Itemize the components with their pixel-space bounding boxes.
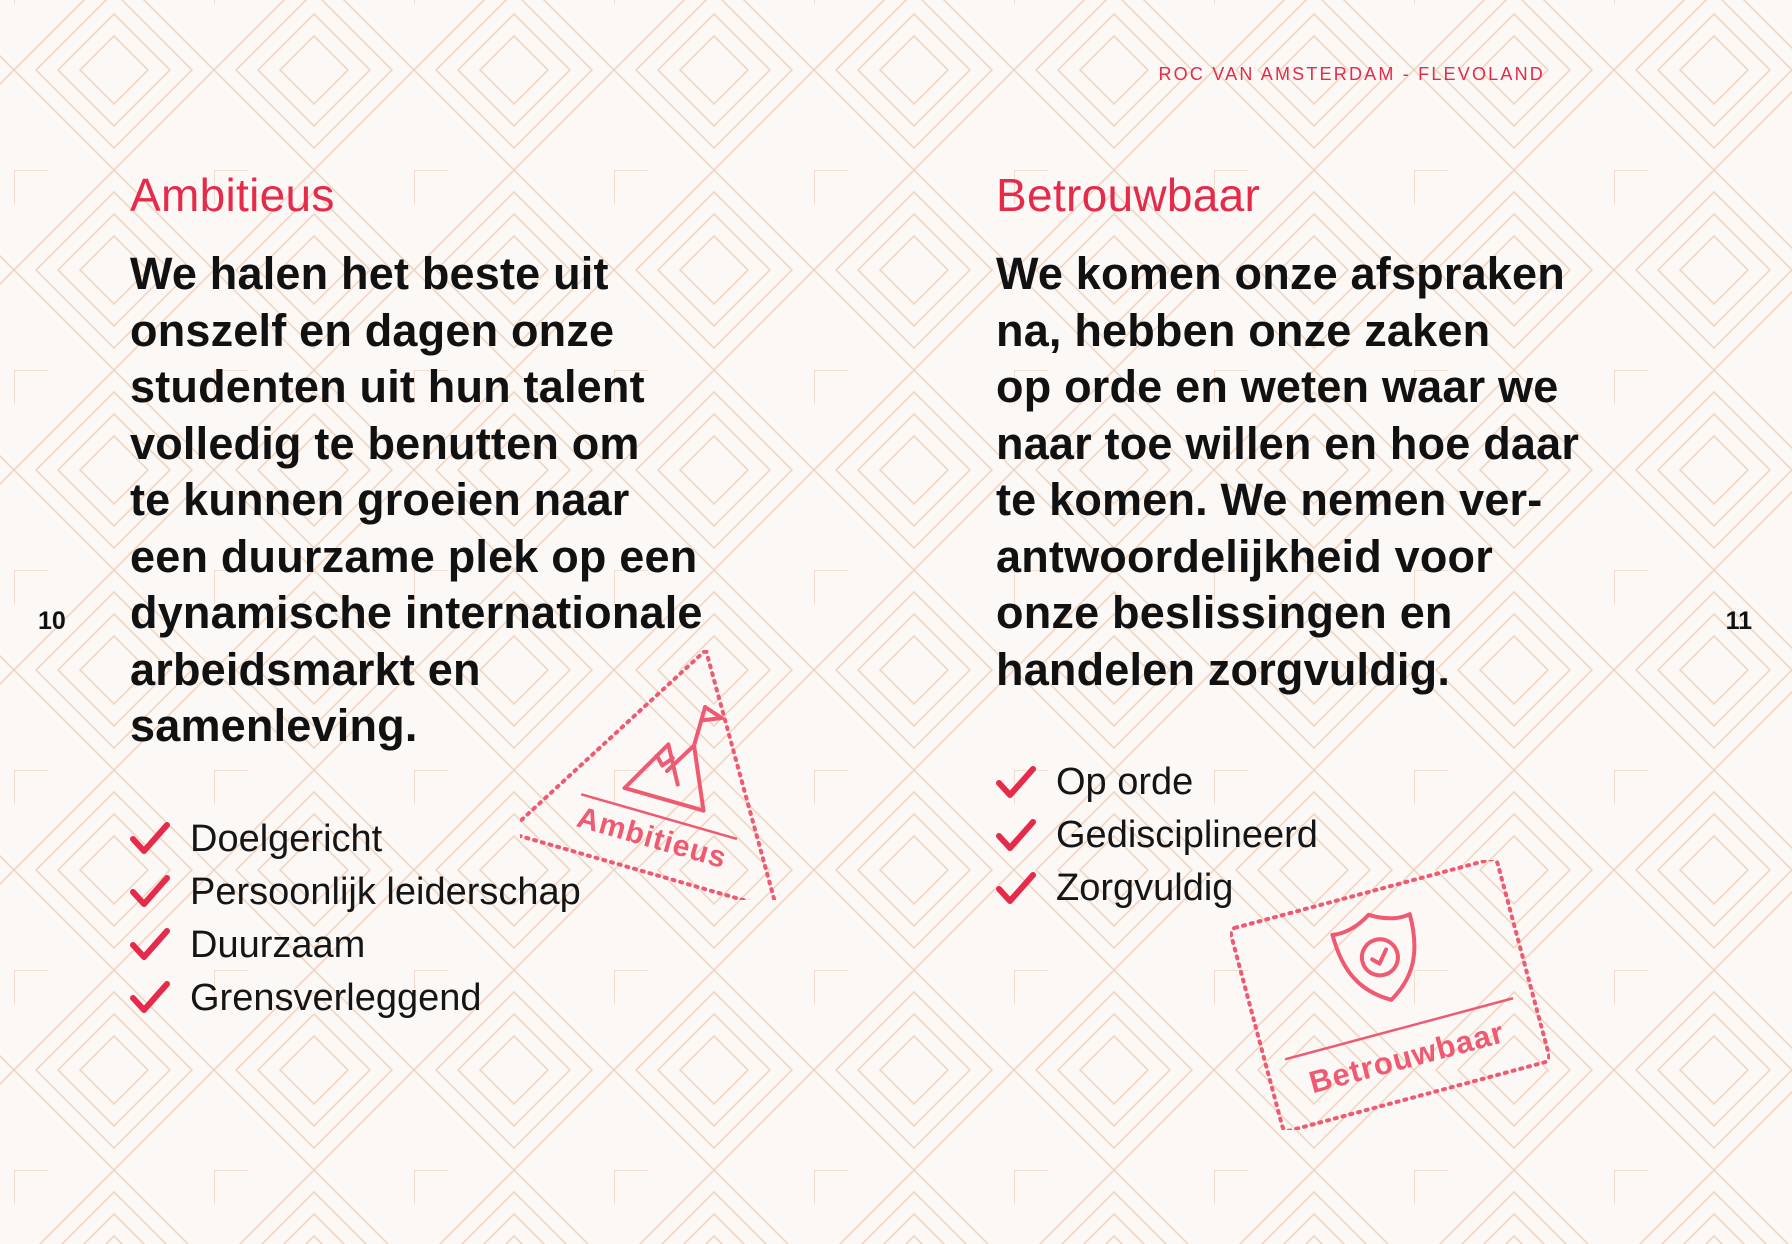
statement-line: volledig te benutten om xyxy=(130,417,640,469)
statement-line: naar toe willen en hoe daar xyxy=(996,417,1580,469)
checkmark-icon xyxy=(130,875,170,909)
checklist-item-label: Zorgvuldig xyxy=(1056,867,1234,909)
page-number-right: 11 xyxy=(1725,607,1752,635)
checklist-item xyxy=(130,972,770,1025)
checkmark-icon xyxy=(996,872,1036,906)
checklist-item xyxy=(130,813,770,866)
checkmark-icon xyxy=(996,766,1036,800)
checkmark-icon xyxy=(130,822,170,856)
statement-line: te kunnen groeien naar xyxy=(130,474,630,525)
statement-line: antwoordelijkheid voor xyxy=(996,530,1493,582)
right-page-content xyxy=(996,168,1696,915)
statement-line: onze beslissingen en xyxy=(996,587,1453,638)
statement-line: een duurzame plek op een xyxy=(130,530,698,582)
checklist-item-label: Doelgericht xyxy=(190,817,383,860)
statement-line: dynamische internationale xyxy=(130,587,703,638)
publisher-header: ROC VAN AMSTERDAM - FLEVOLAND xyxy=(1158,64,1545,84)
statement-line: onszelf en dagen onze xyxy=(130,304,615,356)
checklist-item xyxy=(130,866,770,919)
checklist-item-label: Gedisciplineerd xyxy=(1056,814,1318,856)
statement-line: We komen onze afspraken xyxy=(996,248,1565,299)
checklist-item-label: Persoonlijk leiderschap xyxy=(190,870,581,913)
statement-line: samenleving. xyxy=(130,700,418,751)
checklist-item xyxy=(130,919,770,972)
checklist-item-label: Duurzaam xyxy=(190,923,366,966)
left-page-content xyxy=(130,168,770,1025)
statement-line: na, hebben onze zaken xyxy=(996,304,1491,356)
shield-check-icon xyxy=(1330,904,1430,1010)
statement-line: studenten uit hun talent xyxy=(130,361,645,412)
checklist-item xyxy=(996,862,1696,915)
checklist-item-label: Grensverleggend xyxy=(190,976,482,1019)
checkmark-icon xyxy=(130,928,170,962)
value-statement-ambitieus xyxy=(130,246,770,755)
checklist-item-label: Op orde xyxy=(1056,761,1194,803)
checklist-item xyxy=(996,809,1696,862)
stamp-label: Betrouwbaar xyxy=(1305,1014,1509,1101)
statement-line: te komen. We nemen ver- xyxy=(996,474,1543,525)
checklist-ambitieus xyxy=(130,813,770,1025)
page-number-left: 10 xyxy=(38,607,66,635)
value-heading-ambitieus: Ambitieus xyxy=(130,169,335,221)
stamp-label: Ambitieus xyxy=(573,800,731,876)
statement-line: handelen zorgvuldig. xyxy=(996,643,1451,695)
checkmark-icon xyxy=(130,981,170,1015)
statement-line: We halen het beste uit xyxy=(130,248,609,299)
value-statement-betrouwbaar xyxy=(996,246,1696,698)
statement-line: op orde en weten waar we xyxy=(996,361,1559,412)
checkmark-icon xyxy=(996,819,1036,853)
statement-line: arbeidsmarkt en xyxy=(130,643,481,695)
checklist-item xyxy=(996,756,1696,809)
checklist-betrouwbaar xyxy=(996,756,1696,915)
value-heading-betrouwbaar: Betrouwbaar xyxy=(996,169,1261,221)
